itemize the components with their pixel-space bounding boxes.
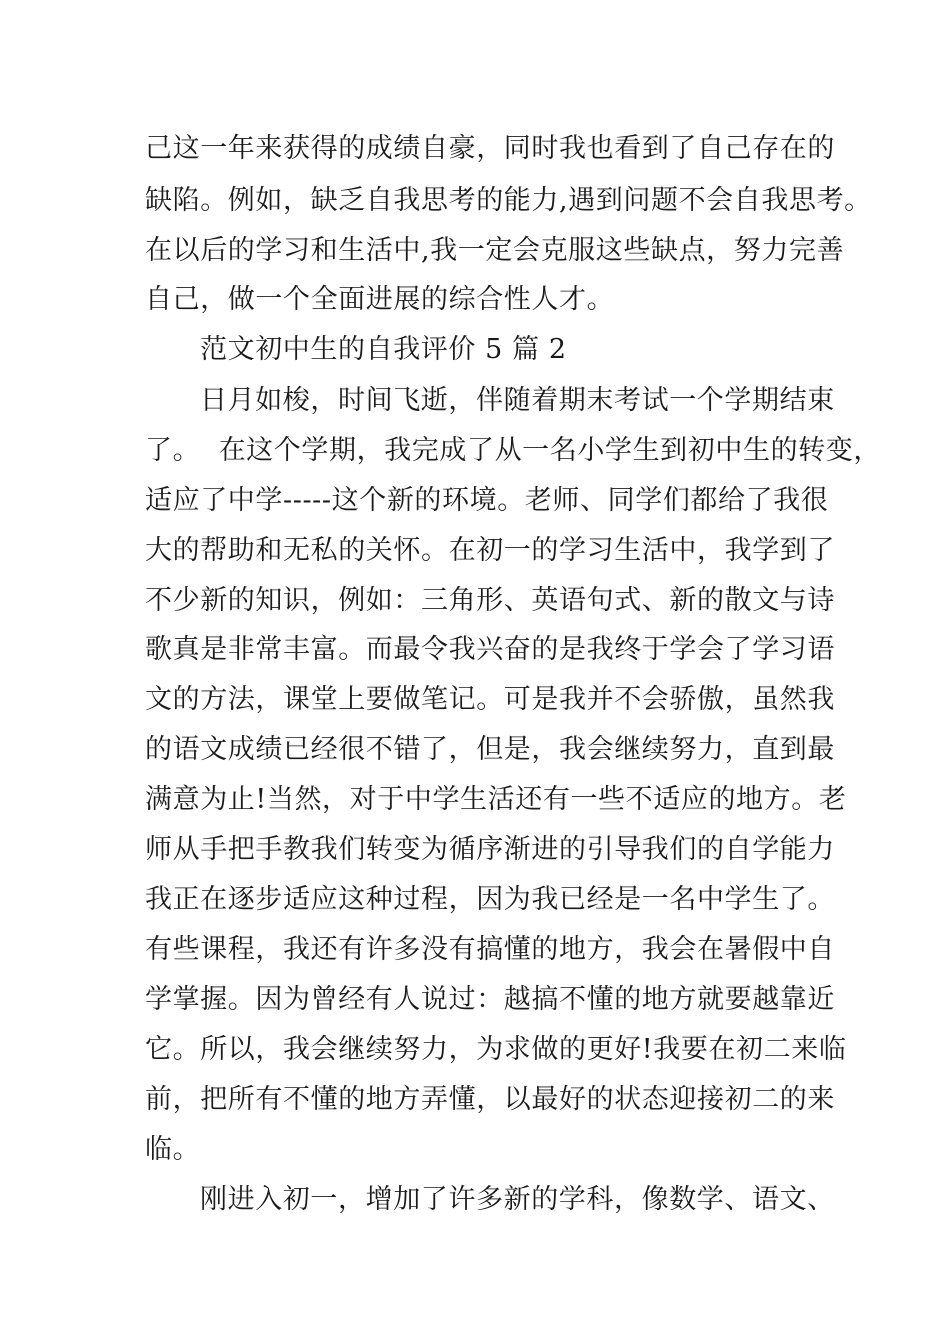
- text-line: 有些课程，我还有许多没有搞懂的地方，我会在暑假中自: [145, 934, 835, 965]
- text-line: 歌真是非常丰富。而最令我兴奋的是我终于学会了学习语: [145, 634, 835, 665]
- text-line: 在以后的学习和生活中,我一定会克服这些缺点，努力完善: [145, 235, 845, 266]
- text-line: 临。: [145, 1134, 201, 1165]
- text-line: 学掌握。因为曾经有人说过：越搞不懂的地方就要越靠近: [145, 984, 835, 1015]
- text-line: 大的帮助和无私的关怀。在初一的学习生活中，我学到了: [145, 535, 835, 566]
- text-line: 我正在逐步适应这种过程，因为我已经是一名中学生了。: [145, 884, 835, 915]
- text-line: 它。所以，我会继续努力，为求做的更好!我要在初二来临: [145, 1034, 847, 1065]
- text-line: 师从手把手教我们转变为循序渐进的引导我们的自学能力: [145, 834, 835, 865]
- text-line: 缺陷。例如，缺乏自我思考的能力,遇到问题不会自我思考。: [145, 185, 872, 216]
- text-line: 了。 在这个学期，我完成了从一名小学生到初中生的转变，: [145, 435, 881, 466]
- paragraph-start-line: 刚进入初一，增加了许多新的学科，像数学、语文、: [200, 1184, 835, 1215]
- text-line: 前，把所有不懂的地方弄懂，以最好的状态迎接初二的来: [145, 1084, 835, 1115]
- text-line: 己这一年来获得的成绩自豪，同时我也看到了自己存在的: [145, 133, 835, 164]
- text-line: 适应了中学-----这个新的环境。老师、同学们都给了我很: [145, 485, 829, 516]
- text-line: 不少新的知识，例如：三角形、英语句式、新的散文与诗: [145, 585, 835, 616]
- text-line: 的语文成绩已经很不错了，但是，我会继续努力，直到最: [145, 734, 835, 765]
- paragraph-start-line: 日月如梭，时间飞逝，伴随着期末考试一个学期结束: [200, 385, 835, 416]
- section-heading: 范文初中生的自我评价 5 篇 2: [200, 334, 567, 365]
- text-line: 自己，做一个全面进展的综合性人才。: [145, 284, 615, 315]
- text-line: 满意为止!当然，对于中学生活还有一些不适应的地方。老: [145, 784, 847, 815]
- text-line: 文的方法，课堂上要做笔记。可是我并不会骄傲，虽然我: [145, 684, 835, 715]
